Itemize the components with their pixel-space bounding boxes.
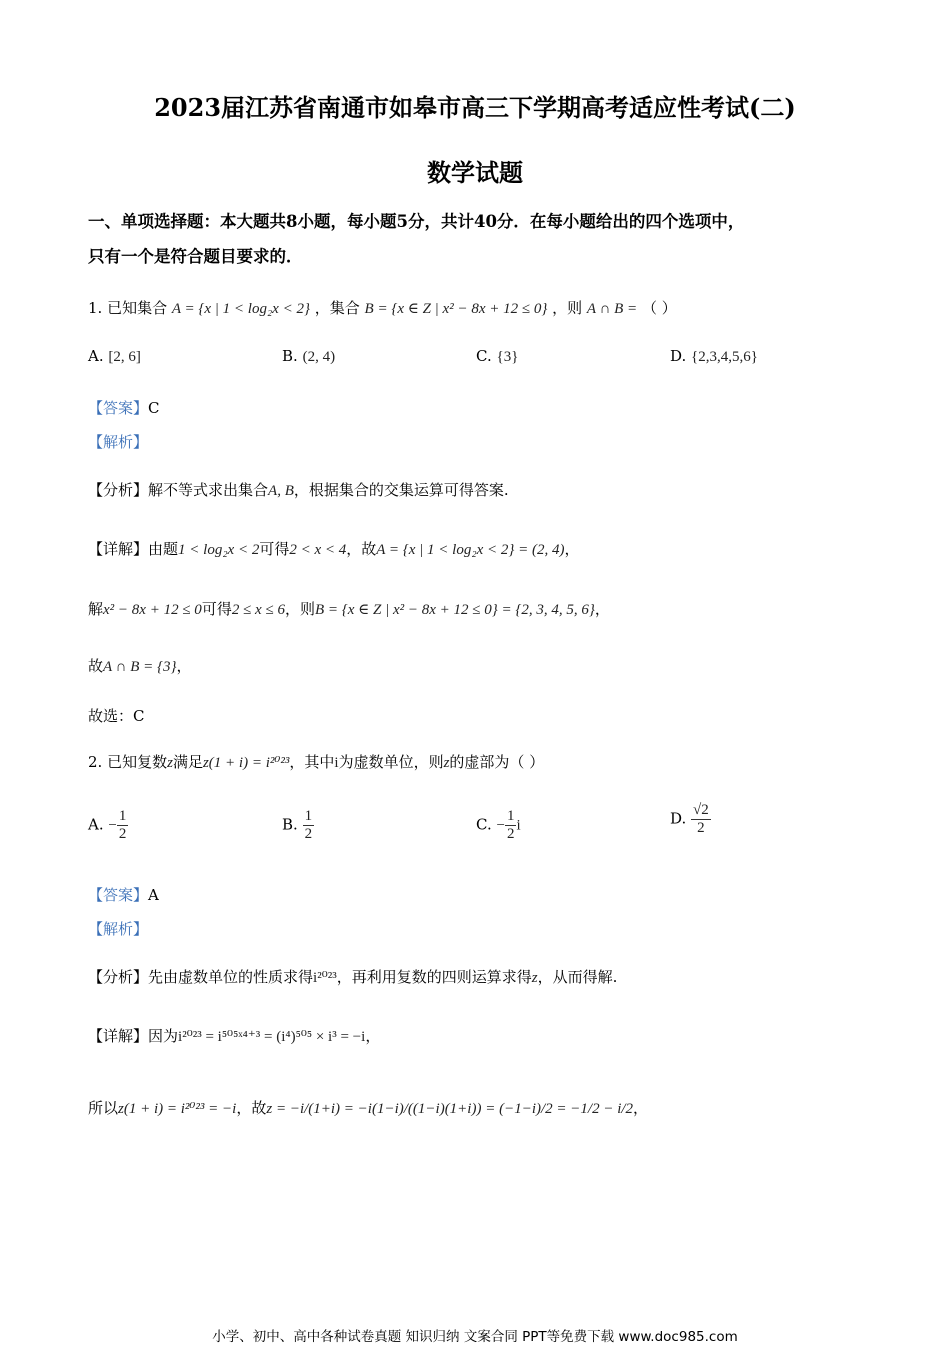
q2-detail-line1: 【详解】因为i²⁰²³ = i⁵⁰⁵ˣ⁴⁺³ = (i⁴)⁵⁰⁵ × i³ = −i， (88, 1027, 381, 1045)
q2-analysis-tag: 【解析】 (88, 920, 149, 938)
section-heading-line2: 只有一个是符合题目要求的． (88, 247, 303, 266)
set-a-formula: A = {x | 1 < log₂x < 2} (171, 301, 310, 317)
question-1-stem: 1. 已知集合 A = {x | 1 < log₂x < 2} ，集合 B = {x ∈ Z | x² − 8x + 12 ≤ 0} ，则 A ∩ B = （ ） (88, 299, 677, 317)
q1-answer: 【答案】C (88, 399, 160, 417)
q2-option-b: B. $\frac{1}{2}$ (282, 808, 313, 842)
q1-option-b: B. (2, 4) (282, 347, 336, 365)
q2-fenxi: 【分析】先由虚数单位的性质求得i²⁰²³，再利用复数的四则运算求得z，从而得解. (88, 968, 618, 986)
q1-detail-line1: 【详解】由题1 < log₂x < 2可得2 < x < 4，故A = {x | 1 < log₂x < 2} = (2, 4)， (88, 540, 580, 558)
page-footer: 小学、初中、高中各种试卷真题 知识归纳 文案合同 PPT等免费下载 www.doc985.com (212, 1329, 738, 1345)
q2-option-a: A. − $\frac{1}{2}$ (88, 808, 127, 842)
q1-detail-line2: 解x² − 8x + 12 ≤ 0可得2 ≤ x ≤ 6，则B = {x ∈ Z | x² − 8x + 12 ≤ 0} = {2, 3, 4, 5, 6}， (88, 600, 610, 618)
exam-title: 2023届江苏省南通市如皋市高三下学期高考适应性考试(二) (154, 93, 796, 122)
q1-option-a: A. [2, 6] (88, 347, 141, 365)
q1-option-d: D. {2,3,4,5,6} (670, 347, 758, 365)
exam-subtitle: 数学试题 (427, 158, 523, 187)
q1-detail-line3: 故A ∩ B = {3}， (88, 657, 192, 675)
q2-answer: 【答案】A (88, 886, 159, 904)
intersection-formula: A ∩ B = (586, 301, 638, 317)
q1-option-c: C. {3} (476, 347, 519, 365)
set-b-formula: B = {x ∈ Z | x² − 8x + 12 ≤ 0} (364, 301, 548, 317)
q2-option-d: D. $\frac{√2}{2}$ (670, 802, 709, 836)
q2-option-c: C. − $\frac{1}{2}$ i (476, 808, 521, 842)
section-heading-line1: 一、单项选择题：本大题共8小题，每小题5分，共计40分．在每小题给出的四个选项中， (88, 212, 745, 231)
q1-fenxi: 【分析】解不等式求出集合A, B，根据集合的交集运算可得答案. (88, 481, 509, 499)
q1-analysis-tag: 【解析】 (88, 433, 149, 451)
question-2-stem: 2. 已知复数z满足z(1 + i) = i²⁰²³，其中i为虚数单位，则z的虚部为（ ） (88, 753, 545, 771)
q1-choose: 故选：C (88, 707, 145, 725)
q2-detail-line2: 所以z(1 + i) = i²⁰²³ = −i，故z = −i/(1+i) = −i(1−i)/((1−i)(1+i)) = (−1−i)/2 = −1/2 − i/2， (88, 1099, 649, 1117)
